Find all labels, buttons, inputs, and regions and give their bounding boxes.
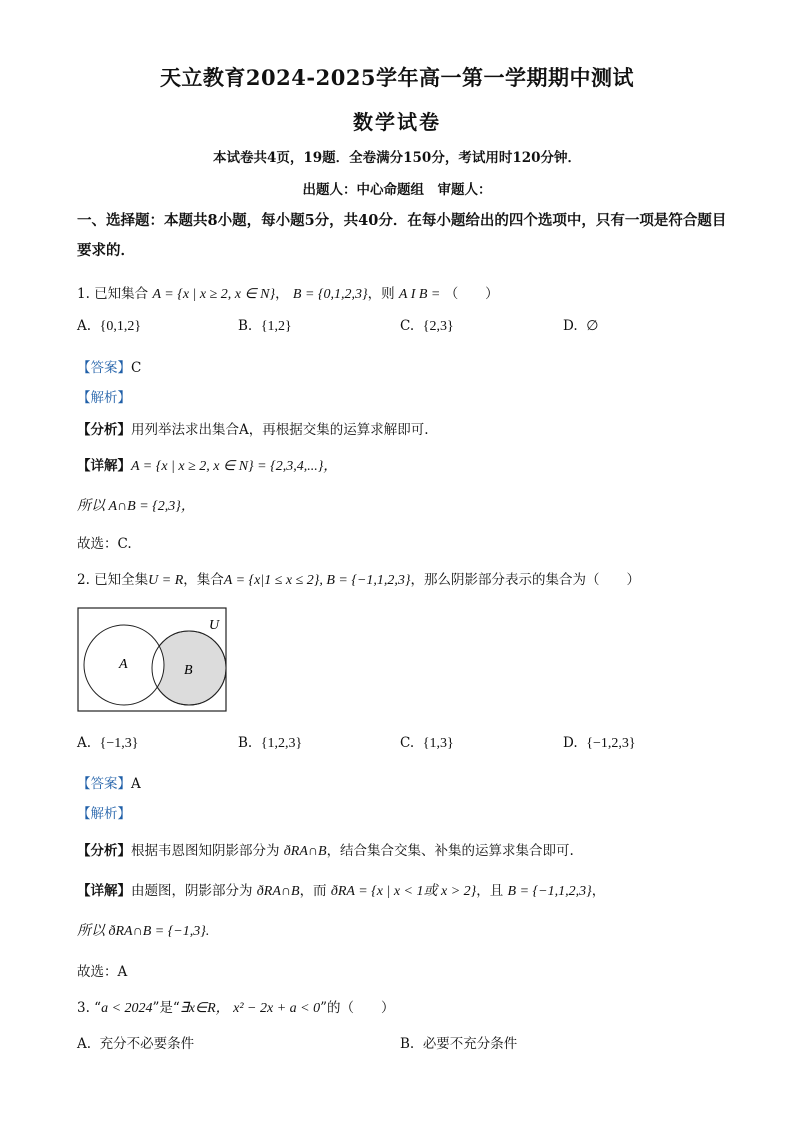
q1-set-b: B = {0,1,2,3}: [292, 287, 368, 302]
q2-so: 所以 ðRA∩B = {−1,3}.: [77, 924, 210, 939]
q1-option-a: A. {0,1,2}: [77, 318, 142, 334]
venn-label-b: B: [184, 663, 193, 678]
q1-so: 所以 A∩B = {2,3}，: [77, 499, 195, 514]
q2-option-c: C. {1,3}: [400, 735, 454, 751]
q1-option-d: D. ∅: [563, 318, 599, 334]
q3-option-a: A. 充分不必要条件: [77, 1036, 195, 1052]
q2-sets: A = {x|1 ≤ x ≤ 2}, B = {−1,1,2,3}: [223, 573, 411, 588]
q2-fenxi: 【分析】根据韦恩图知阴影部分为 ðRA∩B，结合集合交集、补集的运算求集合即可.: [77, 843, 574, 859]
q1-detail: 【详解】A = {x | x ≥ 2, x ∈ N} = {2,3,4,...}，: [77, 458, 338, 474]
exam-subtitle: 数学试卷: [353, 110, 441, 134]
q3-cond2: ∃x∈R， x² − 2x + a < 0: [179, 1001, 321, 1016]
q1-set-a: A = {x | x ≥ 2, x ∈ N}: [152, 287, 276, 302]
q1-expr: A I B =: [398, 287, 441, 302]
q1-analysis-tag: 【解析】: [77, 390, 131, 406]
q1-paren: （ ）: [444, 286, 499, 302]
q1-option-b: B. {1,2}: [238, 318, 292, 334]
q1-suffix: ，则: [367, 286, 395, 302]
exam-info: 本试卷共4页，19题．全卷满分150分，考试用时120分钟．: [212, 150, 582, 166]
q1-sep: ，: [275, 286, 289, 302]
q1-fenxi: 【分析】用列举法求出集合A，再根据交集的运算求解即可.: [77, 422, 429, 438]
q2-answer: 【答案】A: [77, 776, 141, 792]
q3-stem: 3. “a < 2024”是“∃x∈R， x² − 2x + a < 0”的（ ）: [77, 1000, 395, 1016]
q2-analysis-tag: 【解析】: [77, 806, 131, 822]
q2-detail: 【详解】由题图，阴影部分为 ðRA∩B，而 ðRA = {x | x < 1或 x > 2}，且 B = {−1,1,2,3}，: [77, 883, 606, 899]
q2-choose: 故选：A: [77, 964, 128, 980]
venn-label-u: U: [209, 618, 220, 633]
q1-answer: 【答案】C: [77, 360, 142, 376]
q2-option-b: B. {1,2,3}: [238, 735, 303, 751]
q1-stem: [77, 282, 499, 303]
q1-choose: 故选：C.: [77, 536, 132, 552]
q1-option-c: C. {2,3}: [400, 318, 454, 334]
q2-stem: 2. 已知全集U = R，集合A = {x|1 ≤ x ≤ 2}, B = {−1,1,2,3}，那么阴影部分表示的集合为（ ）: [77, 572, 641, 588]
q2-universal: U = R: [148, 573, 184, 588]
q3-option-b: B. 必要不充分条件: [400, 1036, 518, 1052]
q2-option-d: D. {−1,2,3}: [563, 735, 636, 751]
exam-title: 天立教育2024-2025学年高一第一学期期中测试: [159, 65, 635, 90]
q3-cond1: a < 2024: [101, 1001, 153, 1016]
q1-prefix: 1. 已知集合: [77, 286, 149, 302]
exam-authors: 出题人：中心命题组 审题人：: [302, 182, 492, 198]
section-heading: 一、选择题：本题共8小题，每小题5分，共40分．在每小题给出的四个选项中，只有一项是符合题目要求的．: [77, 212, 727, 259]
q2-option-a: A. {−1,3}: [77, 735, 139, 751]
venn-label-a: A: [119, 657, 128, 672]
venn-diagram: [77, 607, 227, 712]
